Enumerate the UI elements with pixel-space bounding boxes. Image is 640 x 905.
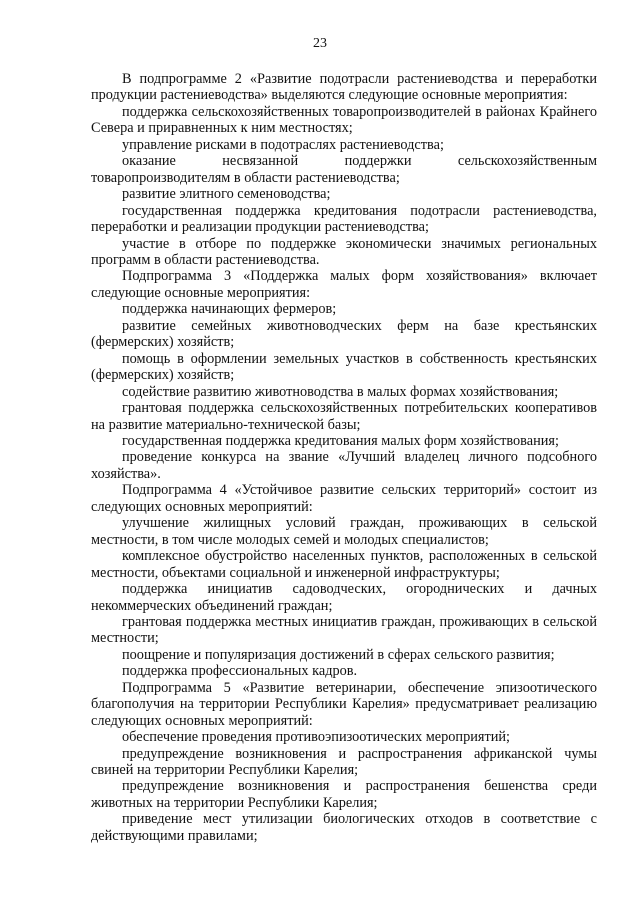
list-item: предупреждение возникновения и распространения африканской чумы свиней на территории Республики Карелия;: [91, 745, 597, 779]
list-item: грантовая поддержка местных инициатив граждан, проживающих в сельской местности;: [91, 613, 597, 647]
list-item: помощь в оформлении земельных участков в собственность крестьянских (фермерских) хозяйств;: [91, 350, 597, 384]
list-item: улучшение жилищных условий граждан, проживающих в сельской местности, в том числе молодых семей и молодых специалистов;: [91, 515, 597, 548]
list-item: приведение мест утилизации биологических отходов в соответствие с действующими правилами;: [91, 811, 597, 844]
list-item: развитие семейных животноводческих ферм на базе крестьянских (фермерских) хозяйств;: [91, 317, 597, 351]
list-item: управление рисками в подотраслях растениеводства;: [122, 136, 444, 153]
list-item: грантовая поддержка сельскохозяйственных потребительских кооперативов на развитие материально-технической базы;: [91, 400, 597, 433]
list-item: обеспечение проведения противоэпизоотических мероприятий;: [122, 729, 510, 746]
list-item: участие в отборе по поддержке экономически значимых региональных программ в области растениеводства.: [91, 235, 597, 268]
paragraph-subprogram-3-intro: Подпрограмма 3 «Поддержка малых форм хозяйствования» включает следующие основные мероприятия:: [91, 268, 597, 301]
list-item: поддержка профессиональных кадров.: [122, 663, 358, 680]
paragraph-subprogram-4-intro: Подпрограмма 4 «Устойчивое развитие сельских территорий» состоит из следующих основных мероприятий:: [91, 482, 597, 515]
list-item: государственная поддержка кредитования малых форм хозяйствования;: [122, 432, 559, 449]
list-item: развитие элитного семеноводства;: [122, 186, 331, 203]
paragraph-subprogram-5-intro: Подпрограмма 5 «Развитие ветеринарии, обеспечение эпизоотического благополучия на территории Республики Карелия» предусматривает реализацию следующих основных мероприятий:: [91, 679, 597, 729]
list-item: государственная поддержка кредитования подотрасли растениеводства, переработки и реализации продукции растениеводства;: [91, 202, 597, 236]
document-body: [91, 71, 597, 844]
list-item: оказание несвязанной поддержки сельскохозяйственным товаропроизводителям в области растениеводства;: [91, 153, 597, 186]
list-item: содействие развитию животноводства в малых формах хозяйствования;: [122, 383, 559, 400]
paragraph-subprogram-2-intro: В подпрограмме 2 «Развитие подотрасли растениеводства и переработки продукции растениеводства» выделяются следующие основные мероприятия:: [91, 71, 597, 104]
list-item: предупреждение возникновения и распространения бешенства среди животных на территории Республики Карелия;: [91, 778, 597, 811]
list-item: комплексное обустройство населенных пунктов, расположенных в сельской местности, объектами социальной и инженерной инфраструктуры;: [91, 548, 597, 581]
list-item: проведение конкурса на звание «Лучший владелец личного подсобного хозяйства».: [91, 449, 597, 482]
list-item: поддержка сельскохозяйственных товаропроизводителей в районах Крайнего Севера и приравненных к ним местностях;: [91, 103, 597, 137]
page-number: 23: [313, 36, 327, 51]
list-item: поддержка начинающих фермеров;: [122, 301, 337, 318]
list-item: поддержка инициатив садоводческих, огороднических и дачных некоммерческих объединений граждан;: [91, 581, 597, 614]
list-item: поощрение и популяризация достижений в сферах сельского развития;: [122, 646, 555, 663]
